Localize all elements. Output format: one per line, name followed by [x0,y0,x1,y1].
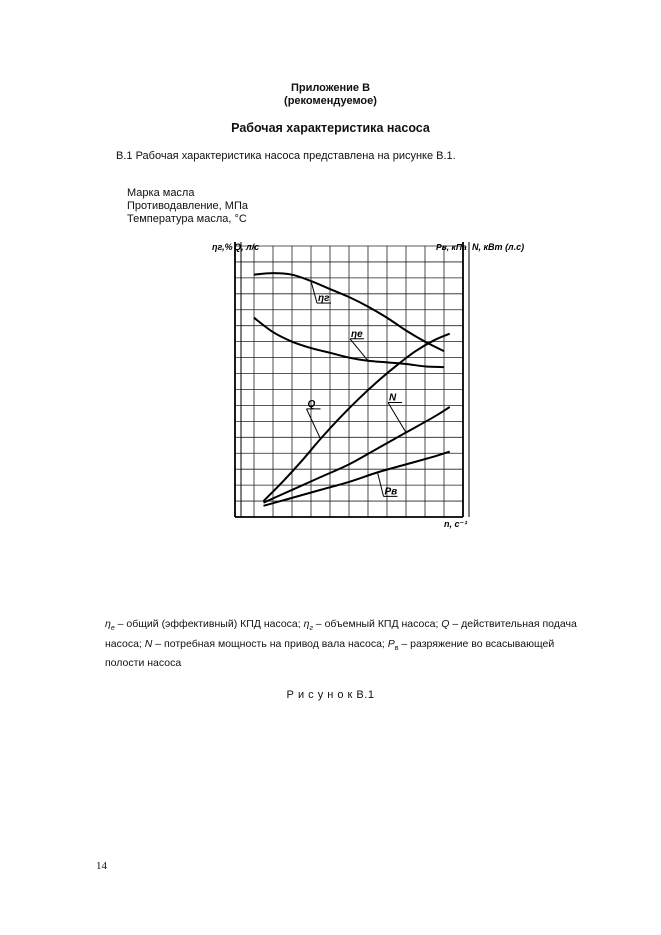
parameter-back-pressure: Противодавление, МПа [127,200,248,212]
intro-paragraph: В.1 Рабочая характеристика насоса представлена на рисунке В.1. [116,150,456,162]
curve-label: ηe [351,328,363,340]
caption-n-symbol: N [144,637,153,650]
parameter-list [127,187,248,226]
chart-axes [235,242,469,517]
curve-label: Q [307,398,316,410]
caption-eta-v-symbol: η [303,618,310,630]
y-axis-label-efficiency: ηг,% [212,242,233,252]
caption-p-symbol: P [387,637,395,650]
parameter-oil-temperature: Температура масла, °С [127,213,247,225]
appendix-heading [0,82,661,108]
chart-grid [235,246,463,517]
caption-p-subscript: в [394,644,399,652]
caption-text-1: – общий (эффективный) КПД насоса; [114,618,304,630]
leader-line [307,409,321,439]
caption-eta-e-subscript: е [110,625,115,633]
caption-text-5: – разряжение во всасывающей полости насоса [105,637,555,670]
pump-characteristic-chart [210,234,525,534]
leader-line [388,403,406,433]
parameter-oil-grade: Марка масла [127,187,195,199]
caption-text-2: – объемный КПД насоса; [312,618,442,630]
section-title: Рабочая характеристика насоса [231,121,430,135]
appendix-status: (рекомендуемое) [284,95,377,107]
caption-eta-v-subscript: г [309,625,313,633]
figure-caption [105,617,585,672]
caption-text-4: – потребная мощность на привод вала насоса; [152,637,388,650]
caption-q-symbol: Q [441,618,450,630]
y-axis-label-flow: Q, л/с [234,242,260,252]
curve-label: ηг [318,293,330,305]
leader-line [311,281,317,303]
caption-text-3: – действительная подача насоса; [105,618,577,650]
y-axis-label-power: N, кВт (л.с) [472,242,525,252]
curve-label: Pв [384,486,398,498]
page-number: 14 [96,860,107,872]
caption-eta-e-symbol: η [105,618,111,630]
x-axis-label: n, с⁻¹ [444,519,468,529]
leader-line [378,472,384,496]
appendix-title: Приложение В [290,82,371,94]
y-axis-label-pressure: Pв, кПа [436,242,467,252]
curve-label: N [389,392,397,404]
figure-label: Р и с у н о к В.1 [286,689,375,701]
